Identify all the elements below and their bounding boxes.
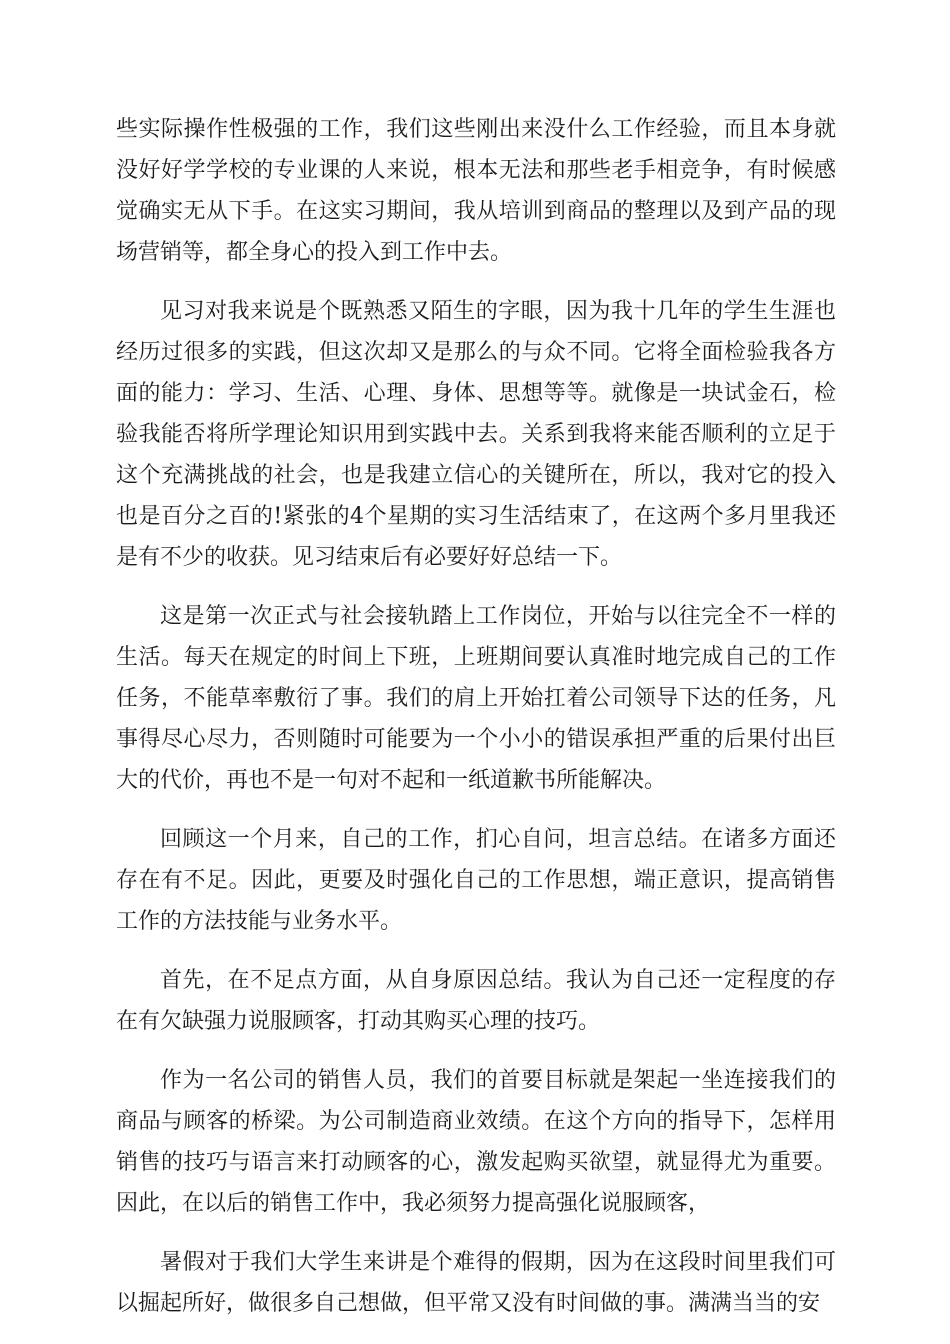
document-body [116,109,836,1342]
paragraph: 些实际操作性极强的工作，我们这些刚出来没什么工作经验，而且本身就没好好学学校的专业课的人来说，根本无法和那些老手相竞争，有时候感觉确实无从下手。在这实习期间，我从培训到商品的整理以及到产品的现场营销等，都全身心的投入到工作中去。 [116,117,836,265]
paragraph: 这是第一次正式与社会接轨踏上工作岗位，开始与以往完全不一样的生活。每天在规定的时间上下班，上班期间要认真准时地完成自己的工作任务，不能草率敷衍了事。我们的肩上开始扛着公司领导下达的任务，凡事得尽心尽力，否则随时可能要为一个小小的错误承担严重的后果付出巨大的代价，再也不是一句对不起和一纸道歉书所能解决。 [116,604,836,793]
paragraph: 见习对我来说是个既熟悉又陌生的字眼，因为我十几年的学生生涯也经历过很多的实践，但这次却又是那么的与众不同。它将全面检验我各方面的能力：学习、生活、心理、身体、思想等等。就像是一块试金石，检验我能否将所学理论知识用到实践中去。关系到我将来能否顺利的立足于这个充满挑战的社会，也是我建立信心的关键所在，所以，我对它的投入也是百分之百的!紧张的4个星期的实习生活结束了，在这两个多月里我还是有不少的收获。见习结束后有必要好好总结一下。 [116,299,836,570]
paragraph: 作为一名公司的销售人员，我们的首要目标就是架起一坐连接我们的商品与顾客的桥梁。为公司制造商业效绩。在这个方向的指导下，怎样用销售的技巧与语言来打动顾客的心，激发起购买欲望，就显得尤为重要。因此，在以后的销售工作中，我必须努力提高强化说服顾客， [116,1068,836,1216]
paragraph: 首先，在不足点方面，从自身原因总结。我认为自己还一定程度的存在有欠缺强力说服顾客，打动其购买心理的技巧。 [116,968,836,1034]
paragraph: 回顾这一个月来，自己的工作，扪心自问，坦言总结。在诸多方面还存在有不足。因此，更要及时强化自己的工作思想，端正意识，提高销售工作的方法技能与业务水平。 [116,827,836,934]
paragraph: 暑假对于我们大学生来讲是个难得的假期，因为在这段时间里我们可以掘起所好，做很多自己想做，但平常又没有时间做的事。满满当当的安 [116,1250,836,1316]
